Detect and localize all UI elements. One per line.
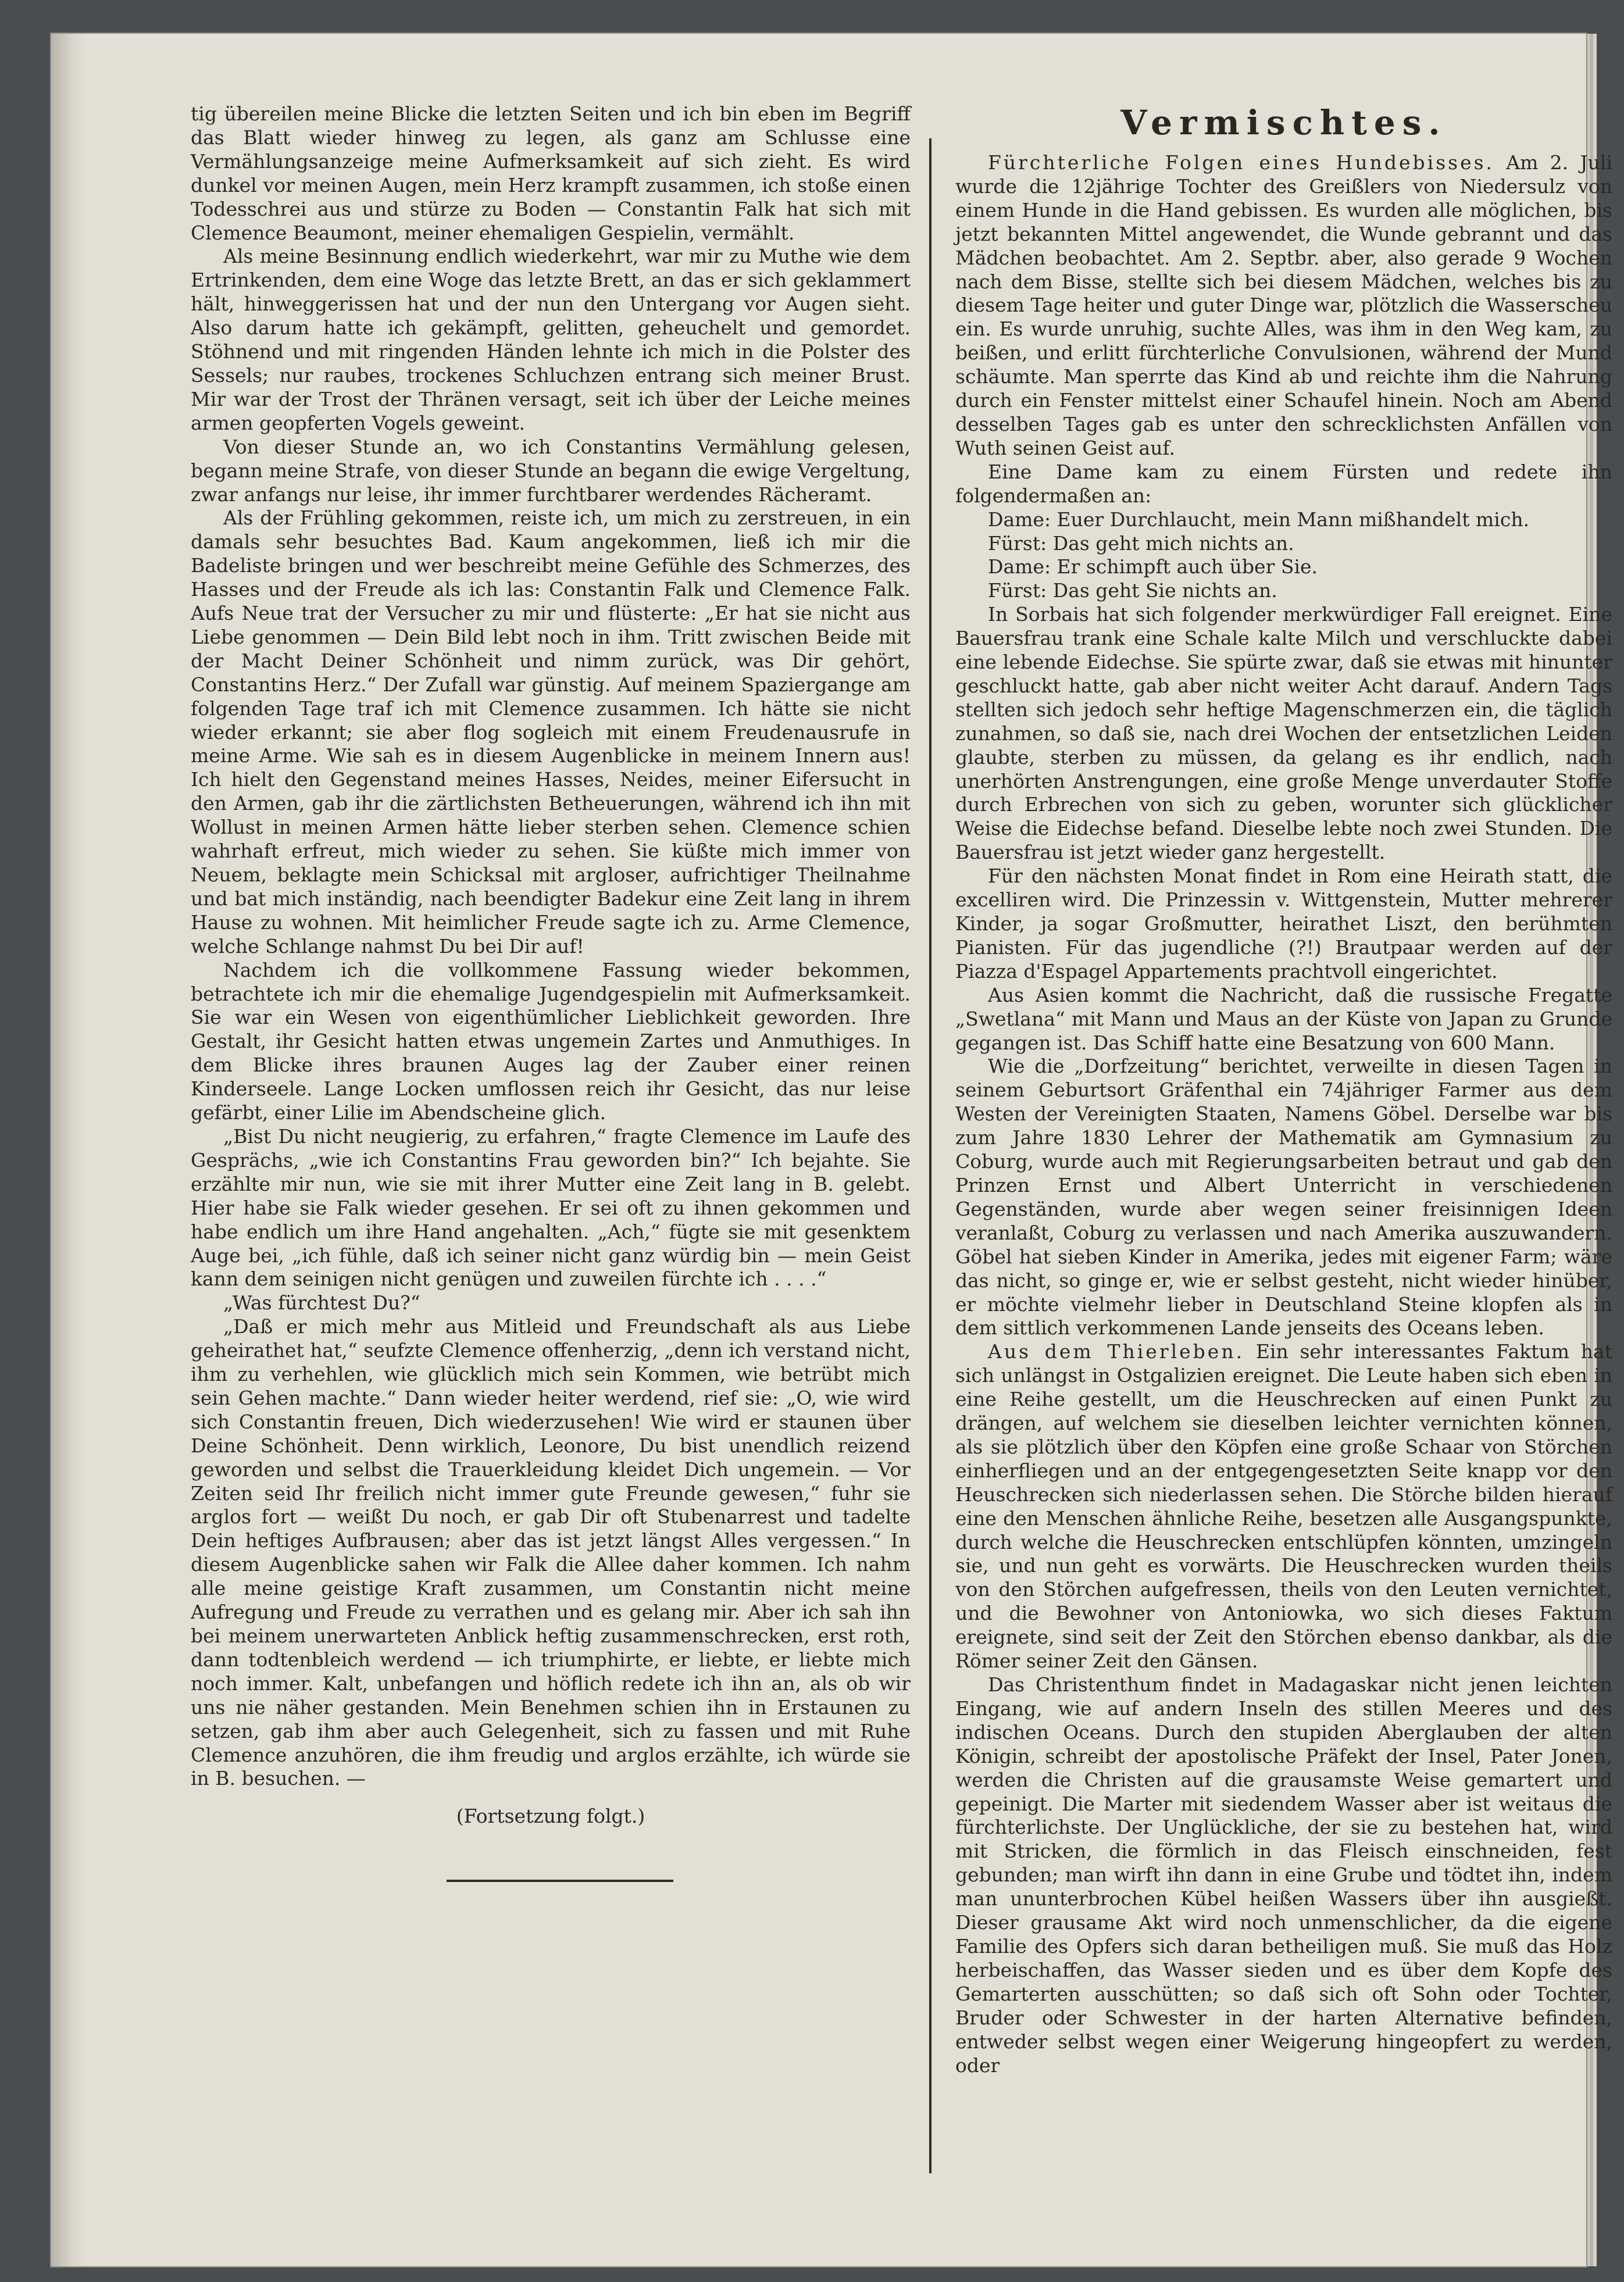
paragraph [955,532,1612,556]
paragraph: tig übereilen meine Blicke die letzten Seiten und ich bin eben im Begriff das Blatt wieder hinweg zu legen, als ganz am Schlusse eine Vermählungsanzeige meine Aufmerksamkeit auf sich zieht. Es wird dunkel vor meinen Augen, mein Herz krampft zusammen, ich stoße einen Todesschrei aus und stürze zu Boden — Constantin Falk hat sich mit Clemence Beaumont, meiner ehemaligen Gespielin, vermählt. [191,102,911,244]
end-rule [447,1880,673,1882]
paragraph-text: Dame: Euer Durchlaucht, mein Mann mißhandelt mich. [988,508,1530,531]
paragraph-text: Am 2. Juli wurde die 12jährige Tochter des Greißlers von Niedersulz von einem Hunde in die Hand gebissen. Es wurden alle möglichen, bis jetzt bekannten Mittel angewendet, die Wunde gebrannt und das Mädchen beobachtet. Am 2. Septbr. aber, also gerade 9 Wochen nach dem Bisse, stellte sich bei diesem Mädchen, welches bis zu diesem Tage heiter und guter Dinge war, plötzlich die Wasserscheu ein. Es wurde unruhig, suchte Alles, was ihm in den Weg kam, zu beißen, und erlitt fürchterliche Convulsionen, während der Mund schäumte. Man sperrte das Kind ab und reichte ihm die Nahrung durch ein Fenster mittelst einer Schaufel hinein. Noch am Abend desselben Tages gab es unter den schrecklichsten Anfällen von Wuth seinen Geist auf. [955,151,1612,459]
paragraph [955,151,1612,460]
continuation-note: (Fortsetzung folgt.) [456,1805,645,1828]
section-title: Vermischtes. [1120,103,1447,142]
paragraph [955,1055,1612,1340]
paragraph-text: Für den nächsten Monat findet in Rom eine Heirath statt, die excelliren wird. Die Prinzessin v. Wittgenstein, Mutter mehrerer Kinder, ja sogar Großmutter, heirathet Liszt, den berühmten Pianisten. Für das jugendliche (?!) Brautpaar werden auf der Piazza d'Espagel Appartements prachtvoll eingerichtet. [955,865,1612,983]
right-column [955,102,1612,2077]
left-column [191,102,911,1882]
paragraph [955,460,1612,508]
paragraph [955,1340,1612,1673]
right-paragraphs [955,151,1612,2077]
paragraph: Von dieser Stunde an, wo ich Constantins Vermählung gelesen, begann meine Strafe, von dieser Stunde an begann die ewige Vergeltung, zwar anfangs nur leise, ihr immer furchtbarer werdendes Rächeramt. [191,435,911,506]
paragraph-text: Fürst: Das geht Sie nichts an. [988,579,1277,602]
paragraph: „Daß er mich mehr aus Mitleid und Freundschaft als aus Liebe geheirathet hat,“ seufzte Clemence offenherzig, „denn ich verstand nicht, ihm zu verhehlen, wie glücklich mich sein Kommen, wie betrübt mich sein Gehen machte.“ Dann wieder heiter werdend, rief sie: „O, wie wird sich Constantin freuen, Dich wiederzusehen! Wie wird er staunen über Deine Schönheit. Denn wirklich, Leonore, Du bist unendlich reizend geworden und selbst die Trauerkleidung kleidet Dich ungemein. — Vor Zeiten seid Ihr freilich nicht immer gute Freunde gewesen,“ fuhr sie arglos fort — weißt Du noch, er gab Dir oft Stubenarrest und tadelte Dein heftiges Aufbrausen; aber das ist jetzt längst Alles vergessen.“ In diesem Augenblicke sahen wir Falk die Allee daher kommen. Ich nahm alle meine geistige Kraft zusammen, um Constantin nicht meine Aufregung und Freude zu verrathen und es gelang mir. Aber ich sah ihn bei meinem unerwarteten Anblick heftig zusammenschrecken, erst roth, dann todtenbleich werdend — ich triumphirte, er liebte, er liebte mich noch immer. Kalt, unbefangen und höflich redete ich ihn an, als ob wir uns nie näher gestanden. Mein Benehmen schien ihn in Erstaunen zu setzen, gab ihm aber auch Gelegenheit, sich zu fassen und mit Ruhe Clemence anzuhören, die ihm freudig und arglos erzählte, ich würde sie in B. besuchen. — [191,1315,911,1790]
column-divider [929,138,931,2173]
paragraph [955,508,1612,532]
paragraph-text: In Sorbais hat sich folgender merkwürdiger Fall ereignet. Eine Bauersfrau trank eine Schale kalte Milch und verschluckte dabei eine lebende Eidechse. Sie spürte zwar, daß sie etwas mit hinunter geschluckt hatte, gab aber nicht weiter Acht darauf. Andern Tags stellten sich jedoch sehr heftige Magenschmerzen ein, die täglich zunahmen, so daß sie, nach drei Wochen der entsetzlichen Leiden glaubte, sterben zu müssen, da gelang es ihr endlich, nach unerhörten Anstrengungen, eine große Menge unverdauter Stoffe durch Erbrechen von sich zu geben, worunter sich glücklicher Weise die Eidechse befand. Dieselbe lebte noch zwei Stunden. Die Bauersfrau ist jetzt wieder ganz hergestellt. [955,603,1612,864]
paragraph [955,579,1612,603]
paragraph: „Was fürchtest Du?“ [223,1291,420,1315]
paragraph: Nachdem ich die vollkommene Fassung wieder bekommen, betrachtete ich mir die ehemalige Jugendgespielin mit Aufmerksamkeit. Sie war ein Wesen von eigenthümlicher Lieblichkeit geworden. Ihre Gestalt, ihr Gesicht hatten etwas ungemein Zartes und Anmuthiges. In dem Blicke ihres braunen Auges lag der Zauber einer reinen Kinderseele. Lange Locken umflossen reich ihr Gesicht, das nur leise gefärbt, einer Lilie im Abendscheine glich. [191,958,911,1124]
paragraph-text: Ein sehr interessantes Faktum hat sich unlängst in Ostgalizien ereignet. Die Leute haben sich eben in eine Reihe gestellt, um die Heuschrecken auf einen Punkt zu drängen, auf welchem sie dieselben leichter vernichten können, als sie plötzlich über den Köpfen eine große Schaar von Störchen einherfliegen und an der entgegengesetzten Seite knapp vor den Heuschrecken sich niederlassen sehen. Die Störche bilden hierauf eine den Menschen ähnliche Reihe, besetzen alle Ausgangspunkte, durch welche die Heuschrecken entschlüpfen könnten, umzingeln sie, und nun geht es vorwärts. Die Heuschrecken wurden theils von den Störchen aufgefressen, theils von den Leuten vernichtet, und die Bewohner von Antoniowka, wo sich dieses Faktum ereignete, sind seit der Zeit den Störchen ebenso dankbar, als die Römer seiner Zeit den Gänsen. [955,1340,1612,1673]
paragraph-text: Dame: Er schimpft auch über Sie. [988,555,1318,578]
paragraph [955,984,1612,1055]
paragraph [955,555,1612,579]
newspaper-page [51,34,1612,2266]
paragraph-text: Aus Asien kommt die Nachricht, daß die russische Fregatte „Swetlana“ mit Mann und Maus an der Küste von Japan zu Grunde gegangen ist. Das Schiff hatte eine Besatzung von 600 Mann. [955,983,1612,1054]
lead-phrase: Fürchterliche Folgen eines Hundebisses. [988,151,1495,174]
page-spine [51,34,86,2266]
paragraph-text: Wie die „Dorfzeitung“ berichtet, verweilte in diesen Tagen in seinem Geburtsort Gräfenthal ein 74jähriger Farmer aus dem Westen der Vereinigten Staaten, Namens Göbel. Derselbe war bis zum Jahre 1830 Lehrer der Mathematik am Gymnasium zu Coburg, wurde auch mit Regierungsarbeiten betraut und gab den Prinzen Ernst und Albert Unterricht in verschiedenen Gegenständen, wurde aber wegen seiner freisinnigen Ideen veranlaßt, Coburg zu verlassen und nach Amerika auszuwandern. Göbel hat sieben Kinder in Amerika, jedes mit eigener Farm; wäre das nicht, so ginge er, wie er selbst gesteht, nicht wieder hinüber, er möchte vielmehr lieber in Deutschland Steine klopfen als in dem sittlich verkommenen Lande jenseits des Oceans leben. [955,1055,1612,1340]
paragraph: „Bist Du nicht neugierig, zu erfahren,“ fragte Clemence im Laufe des Gesprächs, „wie ich Constantins Frau geworden bin?“ Ich bejahte. Sie erzählte mir nun, wie sie mit ihrer Mutter eine Zeit lang in B. gelebt. Hier habe sie Falk wieder gesehen. Er sei oft zu ihnen gekommen und habe endlich um ihre Hand angehalten. „Ach,“ fügte sie mit gesenktem Auge bei, „ich fühle, daß ich seiner nicht ganz würdig bin — mein Geist kann dem seinigen nicht genügen und zuweilen fürchte ich . . . .“ [191,1124,911,1291]
paragraph [955,603,1612,865]
paragraph: Als der Frühling gekommen, reiste ich, um mich zu zerstreuen, in ein damals sehr besuchtes Bad. Kaum angekommen, ließ ich mir die Badeliste bringen und wer beschreibt meine Gefühle des Schmerzes, des Hasses und der Freude als ich las: Constantin Falk und Clemence Falk. Aufs Neue trat der Versucher zu mir und flüsterte: „Er hat sie nicht aus Liebe genommen — Dein Bild lebt noch in ihm. Tritt zwischen Beide mit der Macht Deiner Schönheit und nimm zurück, was Dir gehört, Constantins Herz.“ Der Zufall war günstig. Auf meinem Spaziergange am folgenden Tage traf ich mit Clemence zusammen. Ich hätte sie nicht wieder erkannt; sie aber flog sogleich mit einem Freudenausrufe in meine Arme. Wie sah es in diesem Augenblicke in meinem Innern aus! Ich hielt den Gegenstand meines Hasses, Neides, meiner Eifersucht in den Armen, gab ihr die zärtlichsten Betheuerungen, während ich ihn mit Wollust in meinen Armen hätte lieber sterben sehen. Clemence schien wahrhaft erfreut, mich wieder zu sehen. Sie küßte mich immer von Neuem, beklagte mein Schicksal mit argloser, aufrichtiger Theilnahme und bat mich inständig, nach beendigter Badekur eine Zeit lang in ihrem Hause zu wohnen. Mit heimlicher Freude sagte ich zu. Arme Clemence, welche Schlange nahmst Du bei Dir auf! [191,506,911,958]
lead-phrase: Aus dem Thierleben. [988,1340,1245,1363]
paragraph-text: Fürst: Das geht mich nichts an. [988,531,1294,555]
paragraph [955,1673,1612,2077]
paragraph: Als meine Besinnung endlich wiederkehrt, war mir zu Muthe wie dem Ertrinkenden, dem eine Woge das letzte Brett, an das er sich geklammert hält, hinweggerissen hat und der nun den Untergang vor Augen sieht. Also darum hatte ich gekämpft, gelitten, geheuchelt und gemordet. Stöhnend und mit ringenden Händen lehnte ich mich in die Polster des Sessels; nur raubes, trockenes Schluchzen entrang sich meiner Brust. Mir war der Trost der Thränen versagt, seit ich über der Leiche meines armen geopferten Vogels geweint. [191,245,911,434]
paragraph-text: Eine Dame kam zu einem Fürsten und redete ihn folgendermaßen an: [955,460,1612,507]
paragraph [955,865,1612,984]
paragraph-text: Das Christenthum findet in Madagaskar nicht jenen leichten Eingang, wie auf andern Inseln des stillen Meeres und des indischen Oceans. Durch den stupiden Aberglauben der alten Königin, schreibt der apostolische Präfekt der Insel, Pater Jonen, werden die Christen auf die grausamste Weise gemartert und gepeinigt. Die Marter mit siedendem Wasser aber ist weitaus die fürchterlichste. Der Unglückliche, der sie zu bestehen hat, wird mit Stricken, die förmlich in das Fleisch einschneiden, fest gebunden; man wirft ihn dann in eine Grube und tödtet ihn, indem man ununterbrochen Kübel heißen Wassers über ihn ausgießt. Dieser grausame Akt wird noch unmenschlicher, da die eigene Familie des Opfers sich daran betheiligen muß. Sie muß das Holz herbeischaffen, das Wasser sieden und es über dem Kopfe des Gemarterten ausschütten; so daß sich oft Sohn oder Tochter, Bruder oder Schwester in der harten Alternative befinden, entweder selbst wegen einer Weigerung hingeopfert zu werden, oder [955,1673,1612,2077]
